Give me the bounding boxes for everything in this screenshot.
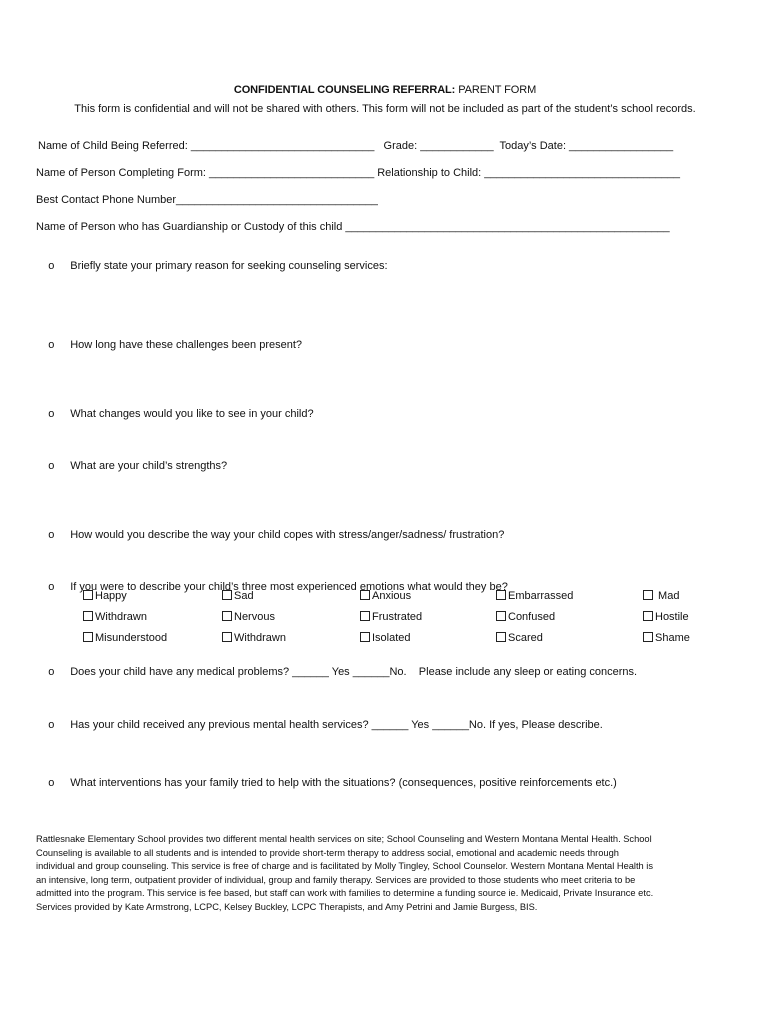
bullet: o: [48, 460, 55, 472]
checkbox-label: Anxious: [372, 590, 412, 602]
question-coping: [36, 517, 504, 553]
checkbox-mad[interactable]: [643, 590, 679, 602]
checkbox-scared[interactable]: [496, 632, 543, 644]
checkbox-label: Mad: [655, 590, 680, 602]
guardian-name-line[interactable]: Name of Person who has Guardianship or Custody of this child _____________________________________________________: [36, 221, 670, 233]
checkbox-icon[interactable]: [83, 590, 93, 600]
bullet: o: [48, 777, 55, 789]
form-title-bold: CONFIDENTIAL COUNSELING REFERRAL:: [233, 84, 456, 96]
question-medical: [36, 654, 637, 690]
footer-line: admitted into the program. This service is fee based, but staff can work with families to determine a funding source ie. Medicaid, Private Insurance etc.: [36, 888, 654, 899]
form-title-rest: PARENT FORM: [455, 84, 537, 96]
question-text: Has your child received any previous mental health services? ______ Yes ______No. If yes, Please describe.: [70, 719, 603, 731]
form-title: [0, 84, 770, 96]
checkbox-label: Embarrassed: [508, 590, 574, 602]
form-subtitle: This form is confidential and will not be shared with others. This form will not be included as part of the student’s school records.: [74, 103, 696, 115]
checkbox-icon[interactable]: [643, 590, 653, 600]
checkbox-icon[interactable]: [360, 590, 370, 600]
person-completing-relationship-line[interactable]: Name of Person Completing Form: ___________________________ Relationship to Child: ________________________________: [36, 167, 681, 179]
contact-phone-line[interactable]: Best Contact Phone Number_________________________________: [36, 194, 378, 206]
footer-line: Services provided by Kate Armstrong, LCPC, Kelsey Buckley, LCPC Therapists, and Amy Petrini and Jamie Burgess, BIS.: [36, 901, 538, 912]
checkbox-icon[interactable]: [496, 611, 506, 621]
checkbox-label: Hostile: [655, 611, 689, 623]
bullet: o: [48, 529, 55, 541]
footer-line: Rattlesnake Elementary School provides two different mental health services on site; School Counseling and Western Montana Mental Health. School: [36, 834, 652, 844]
question-changes: [36, 396, 314, 432]
bullet: o: [48, 719, 55, 731]
checkbox-sad[interactable]: [222, 590, 254, 602]
question-text: What interventions has your family tried to help with the situations? (consequences, positive reinforcements etc.): [70, 777, 617, 789]
checkbox-hostile[interactable]: [643, 611, 689, 623]
question-previous-services: [36, 707, 603, 743]
bullet: o: [48, 581, 55, 593]
checkbox-icon[interactable]: [360, 632, 370, 642]
bullet: o: [48, 339, 55, 351]
child-name-grade-date-line[interactable]: Name of Child Being Referred: ______________________________ Grade: ____________ Today’s Date: _________________: [38, 140, 674, 152]
checkbox-misunderstood[interactable]: [83, 632, 167, 644]
question-text: Briefly state your primary reason for seeking counseling services:: [70, 260, 388, 272]
question-text: How would you describe the way your child copes with stress/anger/sadness/ frustration?: [70, 529, 505, 541]
question-text: What are your child’s strengths?: [70, 460, 228, 472]
footer-line: an intensive, long term, outpatient provider of individual, group and family therapy. Services are provided to those students who meet criteria to be: [36, 874, 636, 885]
checkbox-withdrawn-2[interactable]: [222, 632, 286, 644]
checkbox-icon[interactable]: [222, 632, 232, 642]
footer-line: individual and group counseling. This service is free of charge and is facilitated by Molly Tingley, School Counselor. Western Montana Mental Health is: [36, 861, 654, 872]
checkbox-label: Withdrawn: [95, 611, 147, 623]
question-text: Does your child have any medical problems? ______ Yes ______No. Please include any sleep or eating concerns.: [70, 666, 638, 678]
checkbox-label: Nervous: [234, 611, 275, 623]
checkbox-label: Isolated: [372, 632, 411, 644]
checkbox-icon[interactable]: [496, 632, 506, 642]
checkbox-icon[interactable]: [83, 611, 93, 621]
question-duration: [36, 327, 302, 363]
checkbox-happy[interactable]: [83, 590, 127, 602]
checkbox-label: Happy: [95, 590, 127, 602]
checkbox-icon[interactable]: [83, 632, 93, 642]
question-text: What changes would you like to see in your child?: [70, 408, 314, 420]
checkbox-icon[interactable]: [222, 590, 232, 600]
checkbox-withdrawn[interactable]: [83, 611, 147, 623]
checkbox-anxious[interactable]: [360, 590, 411, 602]
checkbox-isolated[interactable]: [360, 632, 411, 644]
checkbox-icon[interactable]: [643, 611, 653, 621]
question-strengths: [36, 448, 227, 484]
checkbox-confused[interactable]: [496, 611, 555, 623]
bullet: o: [48, 666, 55, 678]
bullet: o: [48, 260, 55, 272]
checkbox-icon[interactable]: [222, 611, 232, 621]
question-text: How long have these challenges been present?: [70, 339, 303, 351]
checkbox-label: Withdrawn: [234, 632, 286, 644]
footer-line: Counseling is available to all students and is intended to provide short-term therapy to address social, emotional and academic needs through: [36, 847, 619, 858]
checkbox-frustrated[interactable]: [360, 611, 422, 623]
checkbox-label: Frustrated: [372, 611, 423, 623]
checkbox-label: Sad: [234, 590, 254, 602]
checkbox-icon[interactable]: [496, 590, 506, 600]
question-text: If you were to describe your child’s three most experienced emotions what would they be?: [70, 581, 508, 593]
checkbox-label: Misunderstood: [95, 632, 168, 644]
checkbox-icon[interactable]: [360, 611, 370, 621]
checkbox-label: Confused: [508, 611, 556, 623]
bullet: o: [48, 408, 55, 420]
checkbox-icon[interactable]: [643, 632, 653, 642]
checkbox-shame[interactable]: [643, 632, 690, 644]
services-footer: [36, 833, 736, 915]
checkbox-embarrassed[interactable]: [496, 590, 573, 602]
question-reason: [36, 248, 388, 284]
checkbox-label: Scared: [508, 632, 543, 644]
question-interventions: [36, 765, 617, 801]
checkbox-nervous[interactable]: [222, 611, 275, 623]
checkbox-label: Shame: [655, 632, 690, 644]
